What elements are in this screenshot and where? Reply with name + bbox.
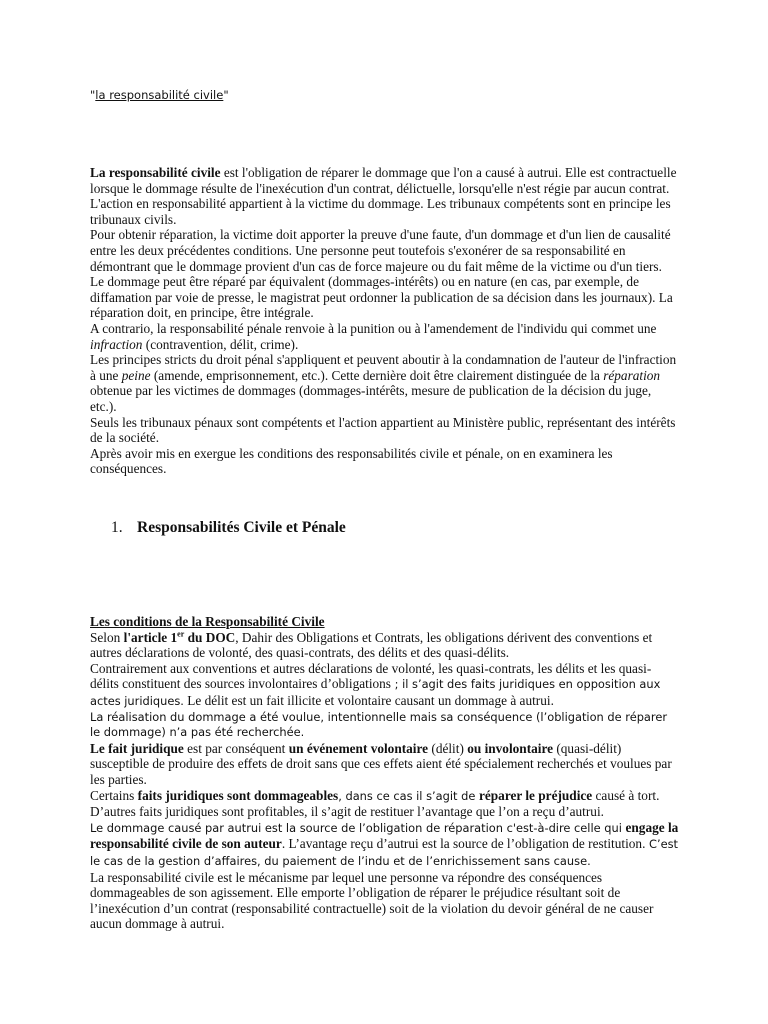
intro-paragraph [90, 352, 680, 414]
intro-italic: peine [121, 367, 151, 383]
intro-text: (amende, emprisonnement, etc.). Cette dernière doit être clairement distinguée de la [150, 367, 604, 383]
intro-paragraph [90, 165, 680, 227]
intro-text: Les principes stricts du droit pénal s'appliquent et peuvent aboutir à la condamnation de l'auteur de l'infraction à une [90, 352, 677, 383]
section-text: Contrairement aux conventions et autres déclarations de volonté, les quasi-contrats, les délits et les quasi-délits constituent des sources involontaires d’obligations [90, 660, 652, 692]
section-paragraph: La réalisation du dommage a été voulue, intentionnelle mais sa conséquence (l’obligation de réparer le dommage) n’a pas été recherchée. [90, 709, 668, 740]
section-text: Selon [90, 629, 124, 645]
intro-paragraph: Pour obtenir réparation, la victime doit apporter la preuve d'une faute, d'un dommage et d'un lien de causalité entre les deux précédentes conditions. Une personne peut toutefois s'exonérer de sa responsabilité en démontrant que le dommage provient d'un cas de force majeure ou du fait même de la victime ou d'un tiers. [90, 227, 671, 274]
document-title [90, 88, 229, 104]
section-text: . L’avantage reçu d’autrui est la source de l’obligation de restitution. [281, 836, 646, 852]
intro-text: est l'obligation de réparer le dommage que l'on a causé à autrui. Elle est contractuelle lorsque le dommage résulte de l'inexécution d'un contrat, délictuelle, lorsqu'elle n'est régie par aucun contrat. L'action en responsabilité appartient à la victime du dommage. Les tribunaux compétents sont en principe les tribunaux civils. [90, 165, 677, 227]
subsection-title: Les conditions de la Responsabilité Civile [90, 614, 325, 629]
section-bold: Le fait juridique [90, 740, 184, 756]
section-text: causé à tort. D’autres faits juridiques sont profitables, il s’agit de restituer l’avantage que l’on a reçu d’autrui. [90, 787, 660, 820]
intro-text: obtenue par les victimes de dommages (dommages-intérêts, mesure de publication de la décision du juge, etc.). [90, 383, 652, 414]
conditions-section [90, 614, 680, 932]
intro-text: A contrario, la responsabilité pénale renvoie à la punition ou à l'amendement de l'individu qui commet une [90, 320, 657, 336]
section-bold: du DOC [184, 629, 236, 645]
section-paragraph [90, 661, 680, 710]
intro-italic: réparation [603, 367, 661, 383]
intro-paragraph: Après avoir mis en exergue les conditions des responsabilités civile et pénale, on en examinera les conséquences. [90, 445, 613, 477]
title-open-quote: " [90, 88, 96, 102]
title-text: la responsabilité civile [95, 88, 224, 102]
intro-paragraph: Le dommage peut être réparé par équivalent (dommages-intérêts) ou en nature (en cas, par exemple, de diffamation par voie de presse, le magistrat peut ordonner la publication de sa décision dans les journaux). La réparation doit, en principe, être intégrale. [90, 274, 673, 321]
intro-section [90, 165, 680, 477]
section-bold: engage la responsabilité civile de son auteur [90, 819, 679, 852]
section-text-sans: C’est le cas de la gestion d’affaires, du paiement de l’indu et de l’enrichissement sans cause. [90, 837, 679, 868]
intro-term: La responsabilité civile [90, 165, 221, 180]
section-bold: l'article 1 [123, 629, 178, 645]
section-text-sans: ; il s’agit des faits juridiques en opposition aux actes juridiques. [90, 677, 661, 708]
section-text: Certains [90, 787, 138, 803]
section-bold: ou involontaire [467, 740, 554, 756]
section-paragraph [90, 788, 680, 820]
section-text-sans: , dans ce cas il s’agit de [338, 788, 479, 803]
section-text-sans: Le dommage causé par autrui est la source de l’obligation de réparation c'est-à-dire celle qui [90, 820, 626, 835]
section-bold: réparer le préjudice [478, 787, 593, 803]
title-close-quote: " [223, 88, 229, 102]
intro-text: (contravention, délit, crime). [142, 336, 299, 352]
section-heading-text: Responsabilités Civile et Pénale [137, 519, 346, 536]
section-text: (quasi-délit) susceptible de produire des effets de droit sans que ces effets aient été spécialement recherchés et voulues par les parties. [90, 740, 672, 787]
section-paragraph [90, 630, 680, 661]
section-paragraph: La responsabilité civile est le mécanisme par lequel une personne va répondre des conséquences dommageables de son agissement. Elle emporte l’obligation de réparer le préjudice résultant soit de l’inexécution d’un contrat (responsabilité contractuelle) soit de la violation du devoir général de ne causer aucun dommage à autrui. [90, 869, 654, 932]
section-paragraph [90, 741, 680, 788]
section-text: Le délit est un fait illicite et volontaire causant un dommage à autrui. [183, 692, 554, 708]
intro-italic: infraction [90, 336, 143, 352]
section-bold: faits juridiques sont dommageables [137, 787, 339, 803]
section-paragraph [90, 820, 680, 870]
section-text: est par conséquent [183, 740, 289, 756]
intro-paragraph [90, 321, 680, 352]
section-heading [111, 520, 346, 536]
section-number: 1. [111, 519, 123, 536]
intro-paragraph: Seuls les tribunaux pénaux sont compétents et l'action appartient au Ministère public, représentant des intérêts de la société. [90, 414, 676, 446]
section-bold: un événement volontaire [288, 740, 429, 756]
section-text: (délit) [428, 740, 468, 756]
superscript: er [177, 629, 185, 639]
section-text: , Dahir des Obligations et Contrats, les obligations dérivent des conventions et autres déclarations de volonté, des quasi-contrats, des délits et des quasi-délits. [90, 629, 653, 661]
